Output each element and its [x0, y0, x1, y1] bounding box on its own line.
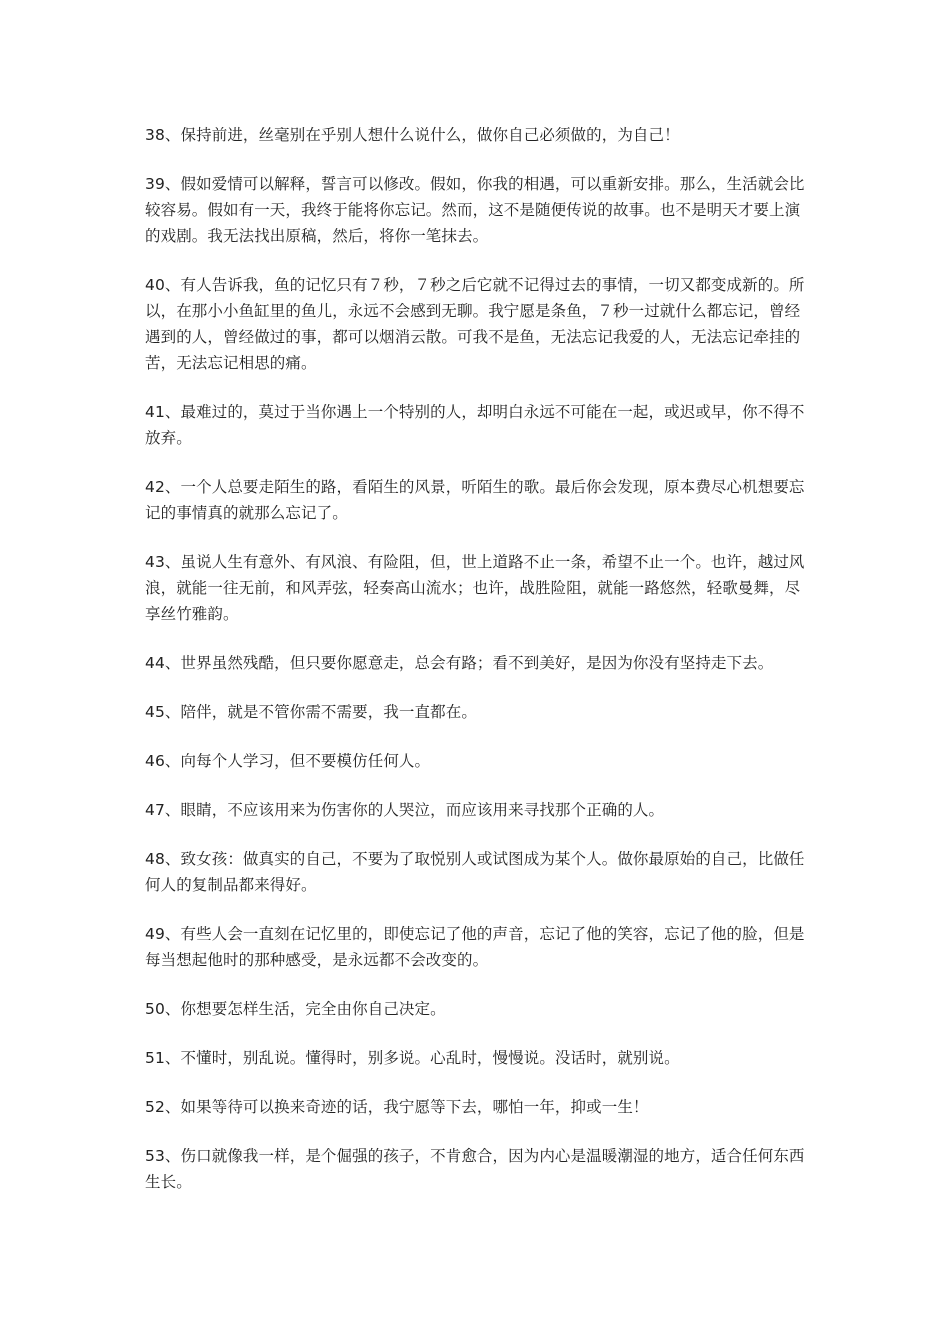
quote-44: 44、世界虽然残酷，但只要你愿意走，总会有路；看不到美好，是因为你没有坚持走下去。	[145, 654, 774, 672]
quote-list	[145, 122, 813, 1218]
quote-52: 52、如果等待可以换来奇迹的话，我宁愿等下去，哪怕一年，抑或一生！	[145, 1098, 649, 1116]
quote-53: 53、伤口就像我一样，是个倔强的孩子，不肯愈合，因为内心是温暖潮湿的地方，适合任何东西生长。	[145, 1147, 805, 1191]
quote-43: 43、虽说人生有意外、有风浪、有险阻，但，世上道路不止一条，希望不止一个。也许，越过风浪，就能一往无前，和风弄弦，轻奏高山流水；也许，战胜险阻，就能一路悠然，轻歌曼舞，尽享丝竹雅韵。	[145, 553, 805, 623]
quote-50: 50、你想要怎样生活，完全由你自己决定。	[145, 1000, 446, 1018]
quote-51: 51、不懂时，别乱说。懂得时，别多说。心乱时，慢慢说。没话时，就别说。	[145, 1049, 680, 1067]
quote-40: 40、有人告诉我，鱼的记忆只有７秒，７秒之后它就不记得过去的事情，一切又都变成新的。所以，在那小小鱼缸里的鱼儿，永远不会感到无聊。我宁愿是条鱼，７秒一过就什么都忘记，曾经遇到的人，曾经做过的事，都可以烟消云散。可我不是鱼，无法忘记我爱的人，无法忘记牵挂的苦，无法忘记相思的痛。	[145, 276, 805, 372]
quote-47: 47、眼睛，不应该用来为伤害你的人哭泣，而应该用来寻找那个正确的人。	[145, 801, 665, 819]
quote-48: 48、致女孩：做真实的自己，不要为了取悦别人或试图成为某个人。做你最原始的自己，比做任何人的复制品都来得好。	[145, 850, 805, 894]
quote-41: 41、最难过的，莫过于当你遇上一个特别的人，却明白永远不可能在一起，或迟或早，你不得不放弃。	[145, 403, 805, 447]
quote-42: 42、一个人总要走陌生的路，看陌生的风景，听陌生的歌。最后你会发现，原本费尽心机想要忘记的事情真的就那么忘记了。	[145, 478, 805, 522]
quote-38: 38、保持前进，丝毫别在乎别人想什么说什么，做你自己必须做的，为自己！	[145, 126, 680, 144]
quote-49: 49、有些人会一直刻在记忆里的，即使忘记了他的声音，忘记了他的笑容，忘记了他的脸，但是每当想起他时的那种感受，是永远都不会改变的。	[145, 925, 805, 969]
quote-46: 46、向每个人学习，但不要模仿任何人。	[145, 752, 431, 770]
quote-39: 39、假如爱情可以解释，誓言可以修改。假如，你我的相遇，可以重新安排。那么，生活就会比较容易。假如有一天，我终于能将你忘记。然而，这不是随便传说的故事。也不是明天才要上演的戏剧。我无法找出原稿，然后，将你一笔抹去。	[145, 175, 805, 245]
quote-45: 45、陪伴，就是不管你需不需要，我一直都在。	[145, 703, 477, 721]
